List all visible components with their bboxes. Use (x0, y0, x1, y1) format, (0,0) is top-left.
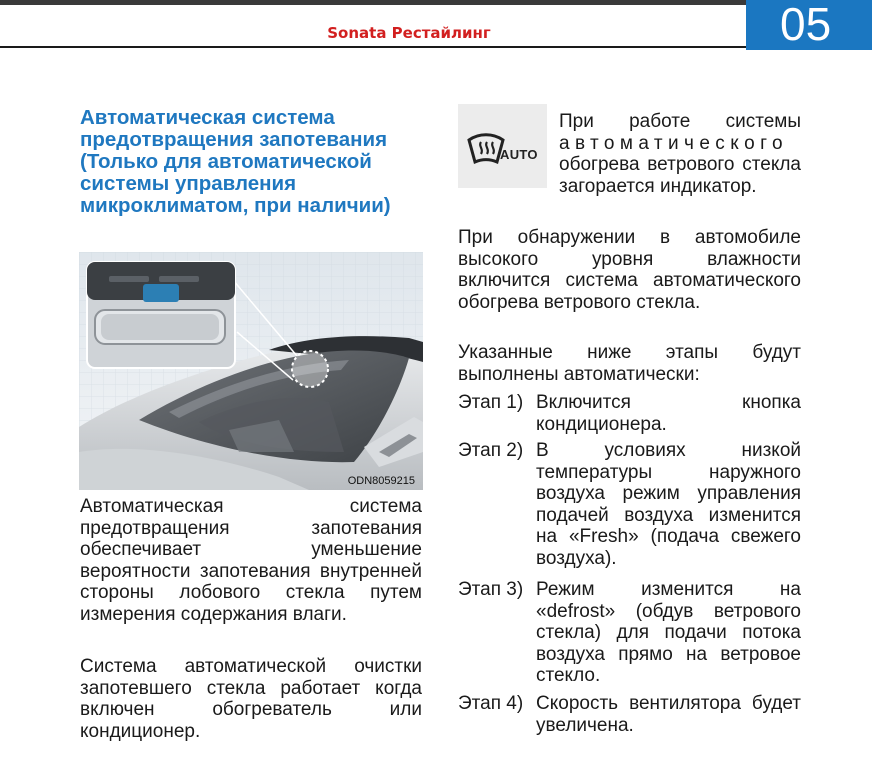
image-code: ODN8059215 (347, 475, 415, 487)
section-heading: Автоматическая система предотвращения запотевания (Только для автоматической системы управления микроклиматом, при наличии) (80, 106, 391, 217)
step-label: Этап 1) (458, 392, 524, 413)
step-label: Этап 3) (458, 579, 524, 600)
step-label: Этап 4) (458, 693, 524, 714)
paragraph-indicator (559, 111, 801, 197)
paragraph-humidity: При обнаружении в автомобиле высокого уровня влажности включится система автоматического обогрева ветрового стекла. (458, 227, 801, 313)
indicator-auto-label: AUTO (500, 147, 538, 162)
chapter-number: 05 (746, 0, 872, 50)
step-text: Режим изменится на «defrost» (обдув ветрового стекла) для подачи потока воздуха прямо на ветровое стекло. (536, 579, 801, 687)
top-bar (0, 0, 872, 5)
header-title: Sonata Рестайлинг (327, 24, 491, 42)
paragraph-operation: Система автоматической очистки запотевшего стекла работает когда включен обогреватель или кондиционер. (80, 656, 422, 742)
step-text: Включится кнопка кондиционера. (536, 392, 801, 435)
indicator-text-first: При работе системы (559, 111, 801, 132)
paragraph-intro: Автоматическая система предотвращения запотевания обеспечивает уменьшение вероятности запотевания внутренней стороны лобового стекла путем измерения содержания влаги. (80, 496, 422, 625)
step-text: В условиях низкой температуры наружного воздуха режим управления подачей воздуха изменится на «Fresh» (подача свежего воздуха). (536, 440, 801, 569)
step-label: Этап 2) (458, 440, 524, 461)
car-windshield-illustration (79, 252, 423, 490)
indicator-text-spaced: автоматического (559, 132, 788, 154)
header-rule (0, 46, 748, 48)
paragraph-steps-intro: Указанные ниже этапы будут выполнены автоматически: (458, 342, 801, 385)
step-text: Скорость вентилятора будет увеличена. (536, 693, 801, 736)
indicator-text-rest: обогрева ветрового стекла загорается индикатор. (559, 154, 801, 197)
windshield-photo (79, 252, 423, 490)
indicator-icon-box (458, 104, 547, 188)
